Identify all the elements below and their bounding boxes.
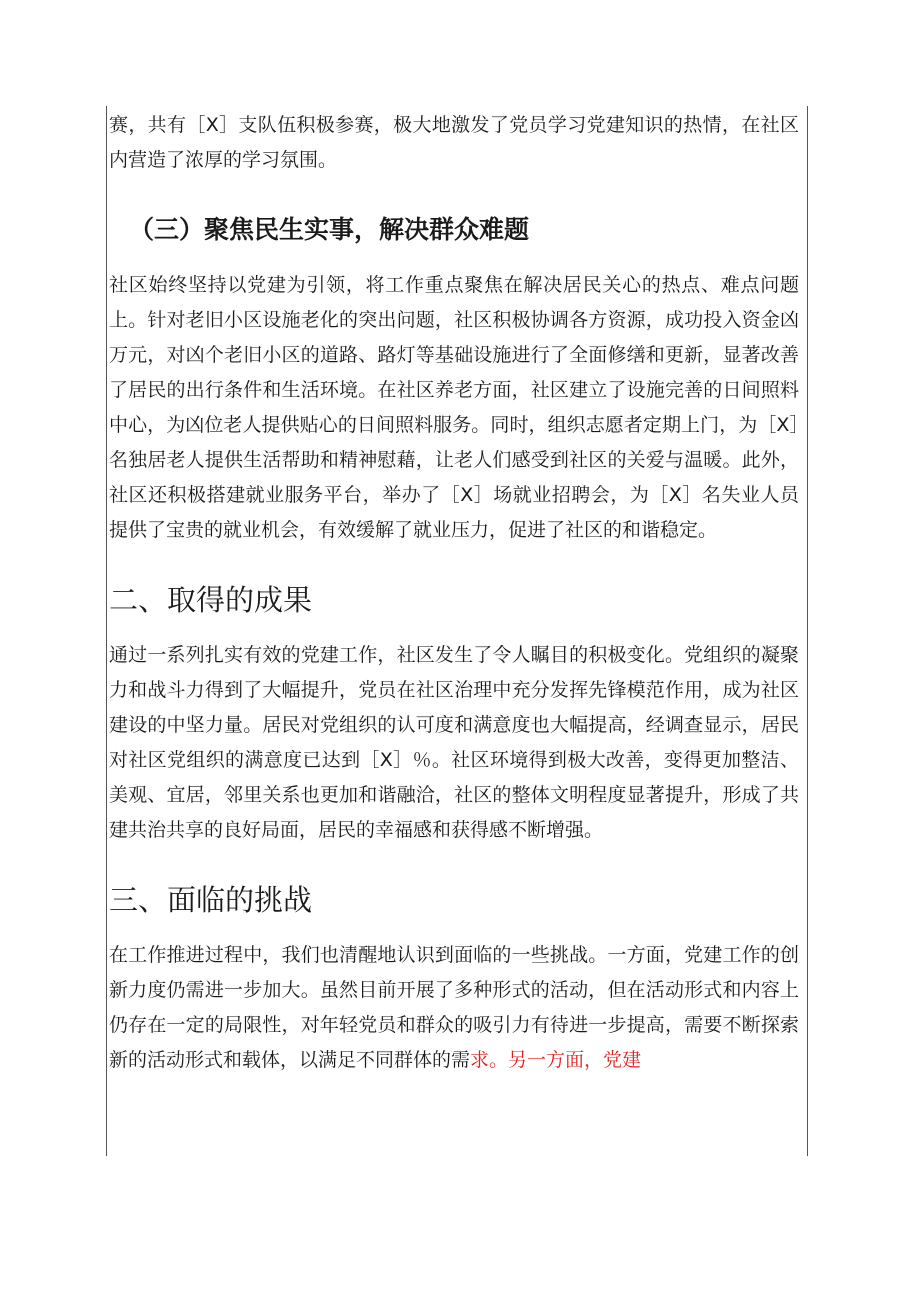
subsection-heading-3: （三）聚焦民生实事，解决群众难题 [129, 215, 530, 244]
intro-paragraph: 赛，共有［X］支队伍积极参赛，极大地激发了党员学习党建知识的热情，在社区内营造了浓厚的学习氛围。 [109, 114, 799, 171]
challenges-paragraph [109, 938, 799, 1078]
challenges-text: 在工作推进过程中，我们也清醒地认识到面临的一些挑战。一方面，党建工作的创新力度仍需进一步加大。虽然目前开展了多种形式的活动，但在活动形式和内容上仍存在一定的局限性，对年轻党员和群众的吸引力有待进一步提高，需要不断探索新的活动形式和载体，以满足不同群体的需 [109, 944, 799, 1071]
document-body [109, 108, 799, 1078]
highlighted-text: 求。另一方面，党建 [470, 1049, 642, 1071]
section-heading-achievements: 二、取得的成果 [109, 583, 313, 617]
section-heading-challenges: 三、面临的挑战 [109, 883, 313, 917]
subsection-3-paragraph: 社区始终坚持以党建为引领，将工作重点聚焦在解决居民关心的热点、难点问题上。针对老旧小区设施老化的突出问题，社区积极协调各方资源，成功投入资金凶万元，对凶个老旧小区的道路、路灯等基础设施进行了全面修缮和更新，显著改善了居民的出行条件和生活环境。在社区养老方面，社区建立了设施完善的日间照料中心，为凶位老人提供贴心的日间照料服务。同时，组织志愿者定期上门，为［X］名独居老人提供生活帮助和精神慰藉，让老人们感受到社区的关爱与温暖。此外，社区还积极搭建就业服务平台，举办了［X］场就业招聘会，为［X］名失业人员提供了宝贵的就业机会，有效缓解了就业压力，促进了社区的和谐稳定。 [109, 274, 799, 541]
achievements-paragraph: 通过一系列扎实有效的党建工作，社区发生了令人瞩目的积极变化。党组织的凝聚力和战斗力得到了大幅提升，党员在社区治理中充分发挥先锋模范作用，成为社区建设的中坚力量。居民对党组织的认可度和满意度也大幅提高，经调查显示，居民对社区党组织的满意度已达到［X］％。社区环境得到极大改善，变得更加整洁、美观、宜居，邻里关系也更加和谐融洽，社区的整体文明程度显著提升，形成了共建共治共享的良好局面，居民的幸福感和获得感不断增强。 [109, 644, 799, 841]
